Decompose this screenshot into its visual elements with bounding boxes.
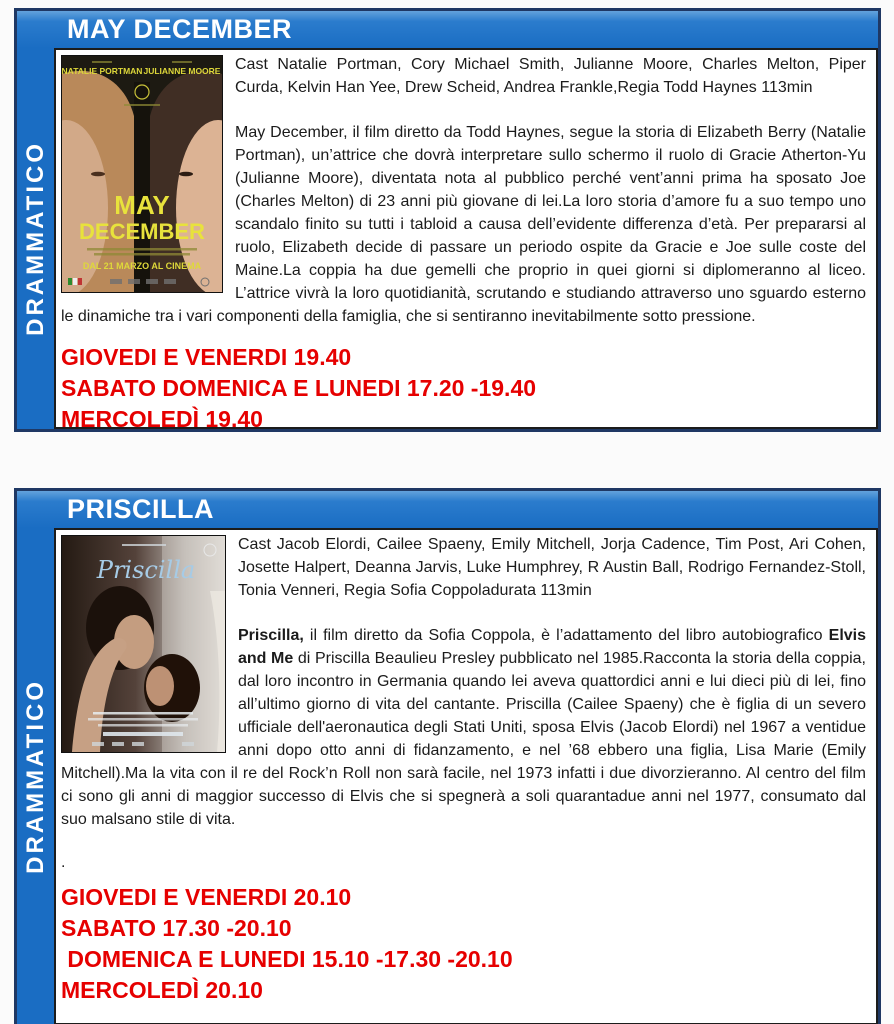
movie-details xyxy=(54,48,878,429)
synopsis-mid: il film diretto da Sofia Coppola, è l’adattamento del libro autobiografico xyxy=(303,627,829,644)
movie-card-body xyxy=(17,48,878,429)
showtimes-block xyxy=(61,882,866,1006)
movie-card-may-december xyxy=(14,8,881,432)
cast-credits: Cast Natalie Portman, Cory Michael Smith, Julianne Moore, Charles Melton, Piper Curda, Kelvin Han Yee, Drew Scheid, Andrea Frankle,Regia Todd Haynes 113min xyxy=(235,56,866,96)
movie-title-bar xyxy=(17,11,878,48)
showtime-line: MERCOLEDÌ 19.40 xyxy=(61,406,263,429)
movie-title-bar xyxy=(17,491,878,528)
synopsis-book-title-bold: Elvis and Me xyxy=(238,627,866,667)
showtime-line: MERCOLEDÌ 20.10 xyxy=(61,977,263,1003)
showtime-line: GIOVEDI E VENERDI 19.40 xyxy=(61,344,352,370)
stray-period: . xyxy=(61,854,66,871)
genre-label: DRAMMATICO xyxy=(21,679,49,874)
may-december-poster xyxy=(61,55,223,293)
poster-actor-name-left: NATALIE PORTMAN xyxy=(62,66,143,76)
poster-title-line2: DECEMBER xyxy=(79,219,205,244)
genre-sidebar xyxy=(17,48,54,429)
showtime-line: DOMENICA E LUNEDI 15.10 -17.30 -20.10 xyxy=(61,946,513,972)
may-december-poster-art xyxy=(62,56,222,292)
synopsis-rest: di Priscilla Beaulieu Presley pubblicato nel 1985.Racconta la storia della coppia, dal loro incontro in Germania quando lei aveva quattordici anni e lui dieci più di lei, fino all’ultimo giorno di vita del cantante. Priscilla (Cailee Spaeny) che è figlia di un severo ufficiale dell'aeronautica degli Stati Uniti, sposa Elvis (Jacob Elordi) nel 1967 a ventidue anni dopo otto anni di fidanzamento, e nel ’68 ebbero una figlia, Lisa Marie (Emily Mitchell).Ma la vita con il re del Rock’n Roll non sarà facile, nel 1973 infatti i due divorzieranno. Al centro del film ci sono gli anni di maggior successo di Elvis che si spegnerà a soli quarantadue anni nel 1977, consumato dal suo malsano stile di vita. xyxy=(61,650,866,828)
showtimes-block xyxy=(61,342,866,429)
synopsis-text: May December, il film diretto da Todd Haynes, segue la storia di Elizabeth Berry (Natalie Portman), un’attrice che dovrà interpretare sullo schermo il ruolo di Gracie Atherton-Yu (Julianne Moore), diventata nota al pubblico perché vent’anni prima ha sposato Joe (Charles Melton) di 23 anni più giovane di lei.La loro storia d’amore fu a suo tempo uno scandalo finito su tutti i tabloid a causa dell’evidente differenza d’età. Per prepararsi al ruolo, Elizabeth decide di passare un periodo ospite da Gracie e Joe sulle coste del Maine.La coppia ha due gemelli che proprio in quei giorni si diplomeranno al liceo. L’attrice vivrà la loro quotidianità, scrutando e studiando attraverso uno sguardo esterno le dinamiche tra i vari componenti della famiglia, che si sentiranno inevitabilmente sotto pressione. xyxy=(61,124,866,325)
movie-title: PRISCILLA xyxy=(67,494,215,524)
movie-card-body xyxy=(17,528,878,1024)
priscilla-poster xyxy=(61,535,226,753)
poster-script-title: Priscilla xyxy=(96,556,196,584)
movie-title: MAY DECEMBER xyxy=(67,14,293,44)
priscilla-poster-art xyxy=(62,536,225,752)
showtime-line: GIOVEDI E VENERDI 20.10 xyxy=(61,884,352,910)
genre-label: DRAMMATICO xyxy=(21,141,49,336)
poster-release-date: DAL 21 MARZO AL CINEMA xyxy=(82,261,202,271)
genre-sidebar xyxy=(17,528,54,1024)
italian-flag-icon xyxy=(68,278,72,285)
cast-credits: Cast Jacob Elordi, Cailee Spaeny, Emily Mitchell, Jorja Cadence, Tim Post, Ari Cohen, Josette Halpert, Deanna Jarvis, Luke Humphrey, R Austin Ball, Rodrigo Fernandez-Stoll, Tonia Venneri, Regia Sofia Coppoladurata 113min xyxy=(238,536,866,599)
movie-details xyxy=(54,528,878,1024)
synopsis-lead-bold: Priscilla, xyxy=(238,627,304,644)
showtime-line: SABATO DOMENICA E LUNEDI 17.20 -19.40 xyxy=(61,375,537,401)
showtime-line: SABATO 17.30 -20.10 xyxy=(61,915,292,941)
poster-title-line1: MAY xyxy=(114,190,170,220)
poster-actor-name-right: JULIANNE MOORE xyxy=(143,66,221,76)
movie-card-priscilla xyxy=(14,488,881,1024)
